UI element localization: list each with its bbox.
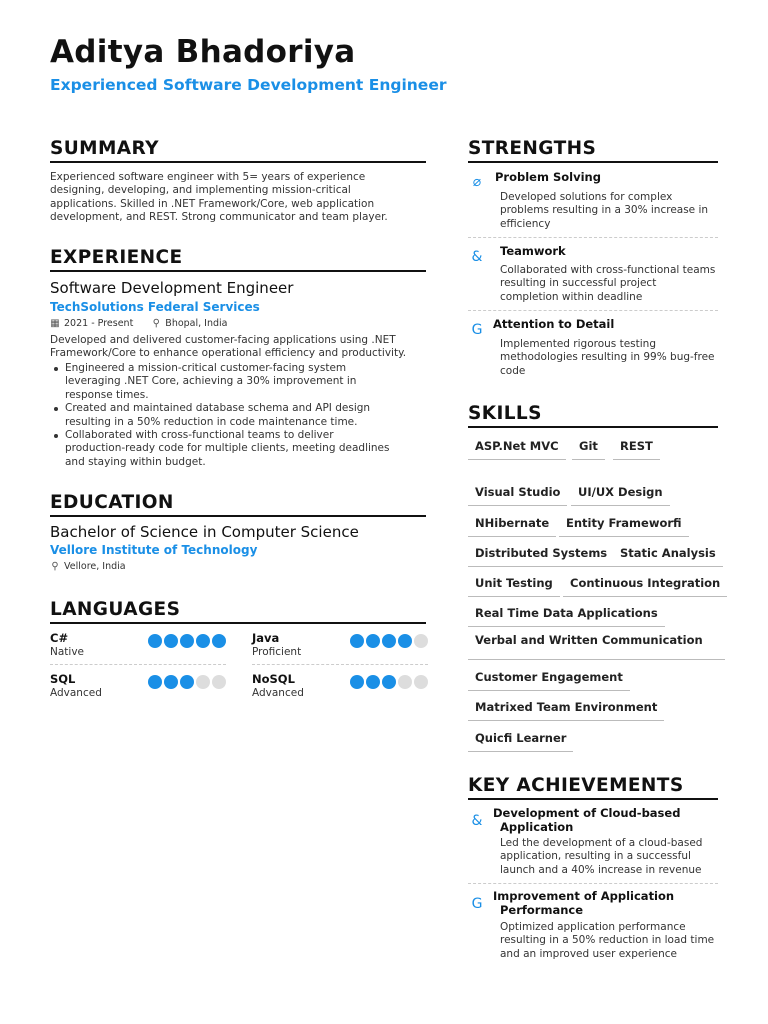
rating-dot-filled [398, 634, 412, 648]
school-name: Vellore Institute of Technology [50, 543, 258, 557]
strength-description: Implemented rigorous testing methodologies resulting in 99% bug-free code [500, 338, 715, 377]
rating-dot-empty [212, 675, 226, 689]
skill-tag: Real Time Data Applications [468, 606, 665, 627]
ampersand-icon: & [471, 249, 483, 265]
language-level: Proficient [252, 646, 302, 658]
achievement-title-line: Application [500, 819, 574, 834]
language-rating [148, 634, 226, 648]
language-item [50, 672, 226, 706]
language-item [50, 631, 226, 665]
skill-tag: UI/UX Design [571, 485, 670, 506]
rating-dot-filled [164, 634, 178, 648]
summary-title: SUMMARY [50, 138, 426, 163]
rating-dot-filled [148, 675, 162, 689]
location-pin-icon: ⚲ [51, 561, 59, 572]
language-rating [350, 675, 428, 689]
list-item: Created and maintained database schema and API design resulting in a 50% reduction in code maintenance time. [50, 402, 395, 429]
job-bullets [50, 362, 395, 469]
achievements-title: KEY ACHIEVEMENTS [468, 775, 718, 800]
skill-tag: Quicfi Learner [468, 731, 573, 752]
skill-tag: Distributed Systems [468, 546, 614, 567]
rating-dot-filled [366, 675, 380, 689]
language-name: C# [50, 631, 69, 645]
divider [468, 310, 718, 311]
skill-tag: Continuous Integration [563, 576, 727, 597]
list-item: Engineered a mission-critical customer-facing system leveraging .NET Core, achieving a 30% improvement in response times. [50, 362, 395, 402]
strength-description: Collaborated with cross-functional teams resulting in successful project completion within deadline [500, 264, 716, 303]
education-meta [50, 561, 126, 572]
rating-dot-filled [180, 634, 194, 648]
skill-tag: Git [572, 439, 605, 460]
list-item: Collaborated with cross-functional teams to deliver production-ready code for multiple clients, meeting deadlines and staying within budget. [50, 429, 395, 469]
ampersand-icon: & [471, 813, 483, 829]
strength-description: Developed solutions for complex problems resulting in a 30% increase in efficiency [500, 191, 709, 230]
rating-dot-filled [382, 634, 396, 648]
skill-tag: Verbal and Written Communication [468, 633, 725, 660]
achievement-description: Optimized application performance resulting in a 50% reduction in load time and an improved user experience [500, 921, 715, 960]
rating-dot-empty [398, 675, 412, 689]
skill-tag: ASP.Net MVC [468, 439, 566, 460]
rating-dot-filled [382, 675, 396, 689]
rating-dot-filled [212, 634, 226, 648]
skill-tag: Unit Testing [468, 576, 560, 597]
location-pin-icon: ⚲ [152, 318, 160, 329]
rating-dot-filled [350, 634, 364, 648]
rating-dot-empty [414, 634, 428, 648]
language-rating [350, 634, 428, 648]
job-location: Bhopal, India [165, 318, 228, 329]
rating-dot-empty [414, 675, 428, 689]
candidate-name: Aditya Bhadoriya [50, 34, 356, 70]
strengths-title: STRENGTHS [468, 138, 718, 163]
language-level: Native [50, 646, 84, 658]
divider [468, 237, 718, 238]
summary-text: Experienced software engineer with 5= years of experience designing, developing, and implementing mission-critical applications. Skilled in .NET Framework/Core, web application development, and REST. Strong communicator and team player. [50, 171, 388, 224]
language-level: Advanced [50, 687, 102, 699]
skill-tag: Static Analysis [613, 546, 723, 567]
rating-dot-empty [196, 675, 210, 689]
skills-title: SKILLS [468, 403, 718, 428]
divider [468, 883, 718, 884]
strength-title: Attention to Detail [493, 317, 615, 331]
language-name: Java [252, 631, 280, 645]
language-name: SQL [50, 672, 76, 686]
strength-title: Teamwork [500, 244, 566, 258]
achievement-title [493, 890, 674, 917]
job-title: Software Development Engineer [50, 279, 294, 297]
g-letter-icon: G [471, 322, 483, 338]
skill-tag: Entity Frameworfi [559, 516, 689, 537]
candidate-headline: Experienced Software Development Engineer [50, 76, 447, 94]
language-level: Advanced [252, 687, 304, 699]
skill-tag: Matrixed Team Environment [468, 700, 664, 721]
rating-dot-filled [366, 634, 380, 648]
achievement-title [493, 807, 680, 834]
company-name: TechSolutions Federal Services [50, 300, 260, 314]
achievement-description: Led the development of a cloud-based application, resulting in a successful launch and a 40% increase in revenue [500, 837, 703, 876]
job-dates: 2021 - Present [64, 318, 134, 329]
rating-dot-filled [196, 634, 210, 648]
language-rating [148, 675, 226, 689]
calendar-icon: ▦ [50, 318, 60, 329]
skill-tag: NHibernate [468, 516, 556, 537]
skill-tag: Visual Studio [468, 485, 567, 506]
language-item [252, 631, 428, 665]
rating-dot-filled [148, 634, 162, 648]
skill-tag: REST [613, 439, 660, 460]
rating-dot-filled [164, 675, 178, 689]
strength-title: Problem Solving [495, 170, 601, 184]
achievement-title-line: Improvement of Application [493, 889, 675, 903]
school-location: Vellore, India [64, 561, 126, 572]
language-item [252, 672, 428, 706]
degree: Bachelor of Science in Computer Science [50, 523, 359, 541]
rating-dot-filled [180, 675, 194, 689]
education-title: EDUCATION [50, 492, 426, 517]
rating-dot-filled [350, 675, 364, 689]
skill-tag: Customer Engagement [468, 670, 630, 691]
achievement-title-line: Performance [500, 902, 584, 917]
languages-title: LANGUAGES [50, 599, 426, 624]
job-meta [50, 318, 228, 329]
language-name: NoSQL [252, 672, 295, 686]
achievement-title-line: Development of Cloud-based [493, 806, 681, 820]
g-letter-icon: G [471, 896, 483, 912]
experience-title: EXPERIENCE [50, 247, 426, 272]
diameter-icon: ⌀ [472, 174, 482, 190]
job-description: Developed and delivered customer-facing applications using .NET Framework/Core to enhance operational efficiency and productivity. [50, 334, 407, 360]
